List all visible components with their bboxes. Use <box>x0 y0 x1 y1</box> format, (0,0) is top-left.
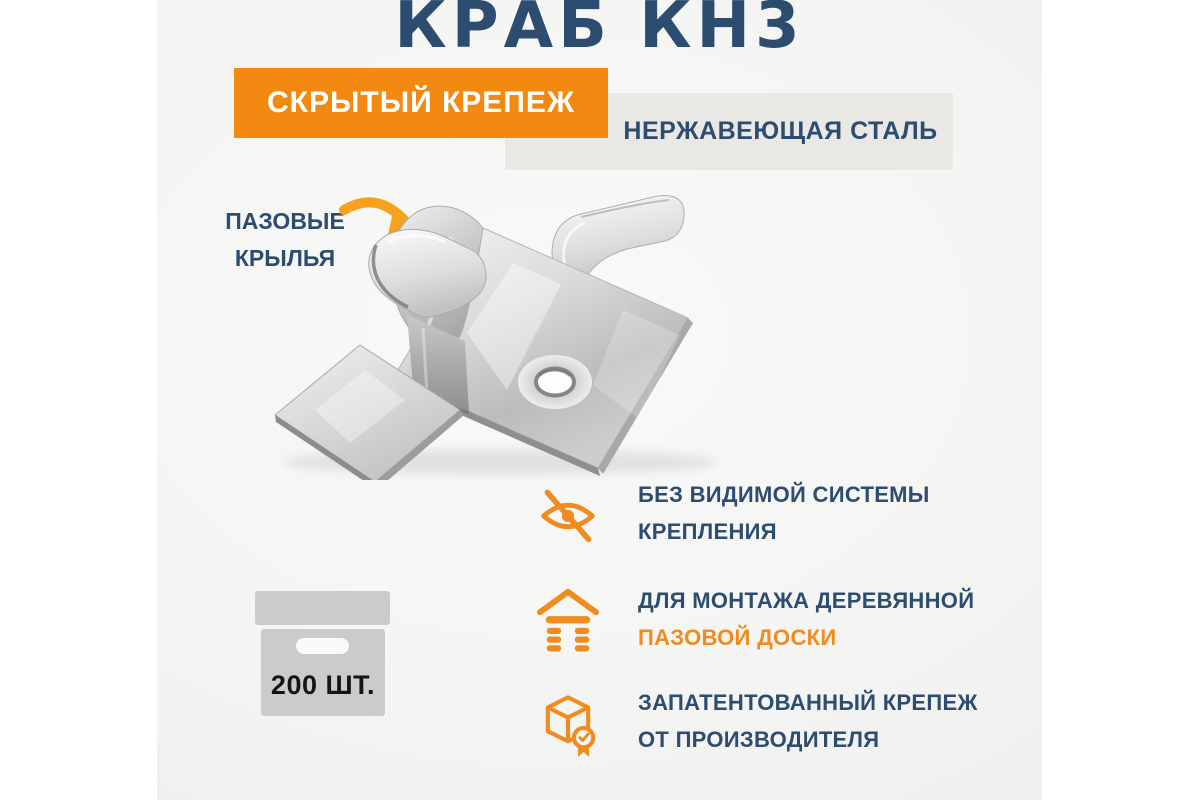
eye-off-icon <box>535 484 601 546</box>
feature-line: ДЛЯ МОНТАЖА ДЕРЕВЯННОЙ <box>638 588 975 613</box>
log-house-icon <box>535 588 601 652</box>
callout-line-1: ПАЗОВЫЕ <box>225 208 345 234</box>
feature-line: ПАЗОВОЙ ДОСКИ <box>638 625 837 650</box>
feature-row-patented <box>535 684 978 758</box>
quantity-label: 200 ШТ. <box>270 670 376 700</box>
feature-line: ОТ ПРОИЗВОДИТЕЛЯ <box>638 727 880 752</box>
hidden-fastener-badge: СКРЫТЫЙ КРЕПЕЖ <box>234 68 608 138</box>
feature-row-hidden-mount <box>535 476 930 550</box>
promo-panel <box>157 0 1042 800</box>
package-box-handle <box>296 638 349 654</box>
callout-line-2: КРЫЛЬЯ <box>234 245 336 271</box>
package-box-lid <box>255 591 390 625</box>
feature-row-groove-board <box>535 582 974 656</box>
product-photo-clip <box>255 185 770 480</box>
feature-line: КРЕПЛЕНИЯ <box>638 519 777 544</box>
feature-line: ЗАПАТЕНТОВАННЫЙ КРЕПЕЖ <box>638 690 978 715</box>
feature-line: БЕЗ ВИДИМОЙ СИСТЕМЫ <box>638 482 930 507</box>
material-label: НЕРЖАВЕЮЩАЯ СТАЛЬ <box>623 117 938 145</box>
page-title: КРАБ КН3 <box>394 0 805 63</box>
patent-box-icon <box>535 688 601 758</box>
